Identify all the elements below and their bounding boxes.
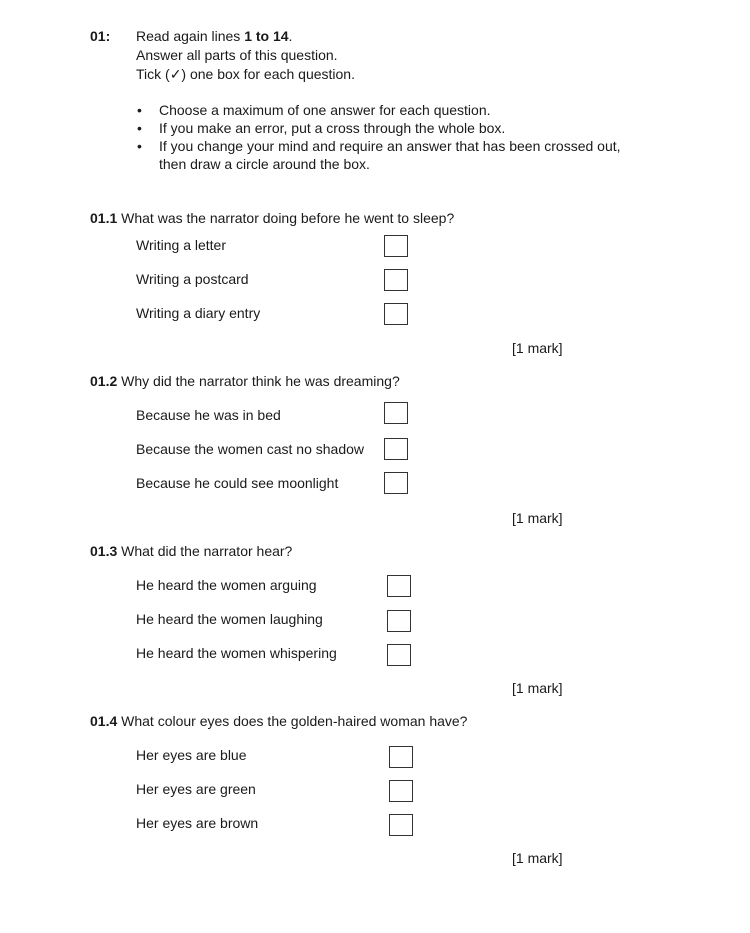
option-label: Writing a letter [136,237,226,253]
question-01-1 [90,209,454,227]
question-number: 01: [90,28,111,44]
mark-label: [1 mark] [512,680,563,696]
instruction-continuation: then draw a circle around the box. [159,156,370,172]
answer-checkbox[interactable] [389,746,413,768]
question-number: 01.4 [90,713,118,729]
option-label: He heard the women arguing [136,577,317,593]
question-text: What was the narrator doing before he went to sleep? [117,210,455,226]
mark-label: [1 mark] [512,340,563,356]
instruction-bullet: • If you change your mind and require an answer that has been crossed out, [159,137,621,155]
question-01-4 [90,712,467,730]
question-01-2 [90,372,400,390]
question-text: What colour eyes does the golden-haired woman have? [117,713,468,729]
option-label: He heard the women laughing [136,611,323,627]
option-label: Because the women cast no shadow [136,441,365,457]
option-label: Her eyes are green [136,781,256,797]
question-01-3 [90,542,292,560]
intro-line-1 [136,27,292,45]
option-label: Her eyes are blue [136,747,247,763]
mark-label: [1 mark] [512,850,563,866]
answer-checkbox[interactable] [389,780,413,802]
option-label: He heard the women whispering [136,645,337,661]
answer-checkbox[interactable] [384,235,408,257]
question-number: 01.3 [90,543,118,559]
answer-checkbox[interactable] [389,814,413,836]
option-label: Writing a diary entry [136,305,261,321]
intro-line-3: Tick (✓) one box for each question. [136,66,355,82]
answer-checkbox[interactable] [384,472,408,494]
option-label: Her eyes are brown [136,815,259,831]
question-number: 01.2 [90,373,118,389]
answer-checkbox[interactable] [384,269,408,291]
answer-checkbox[interactable] [387,575,411,597]
answer-checkbox[interactable] [384,402,408,424]
question-number: 01.1 [90,210,118,226]
intro-line-1-prefix: Read again lines [136,28,245,44]
intro-line-2: Answer all parts of this question. [136,47,338,63]
answer-checkbox[interactable] [387,644,411,666]
answer-checkbox[interactable] [384,438,408,460]
instruction-bullet: • Choose a maximum of one answer for each question. [159,101,491,119]
answer-checkbox[interactable] [384,303,408,325]
instruction-bullet: • If you make an error, put a cross through the whole box. [159,119,505,137]
question-text: Why did the narrator think he was dreaming? [117,373,400,389]
option-label: Because he could see moonlight [136,475,339,491]
mark-label: [1 mark] [512,510,563,526]
question-text: What did the narrator hear? [117,543,293,559]
option-label: Because he was in bed [136,407,281,423]
option-label: Writing a postcard [136,271,249,287]
answer-checkbox[interactable] [387,610,411,632]
intro-line-1-suffix: . [288,28,293,44]
intro-line-1-bold: 1 to 14 [244,28,289,44]
